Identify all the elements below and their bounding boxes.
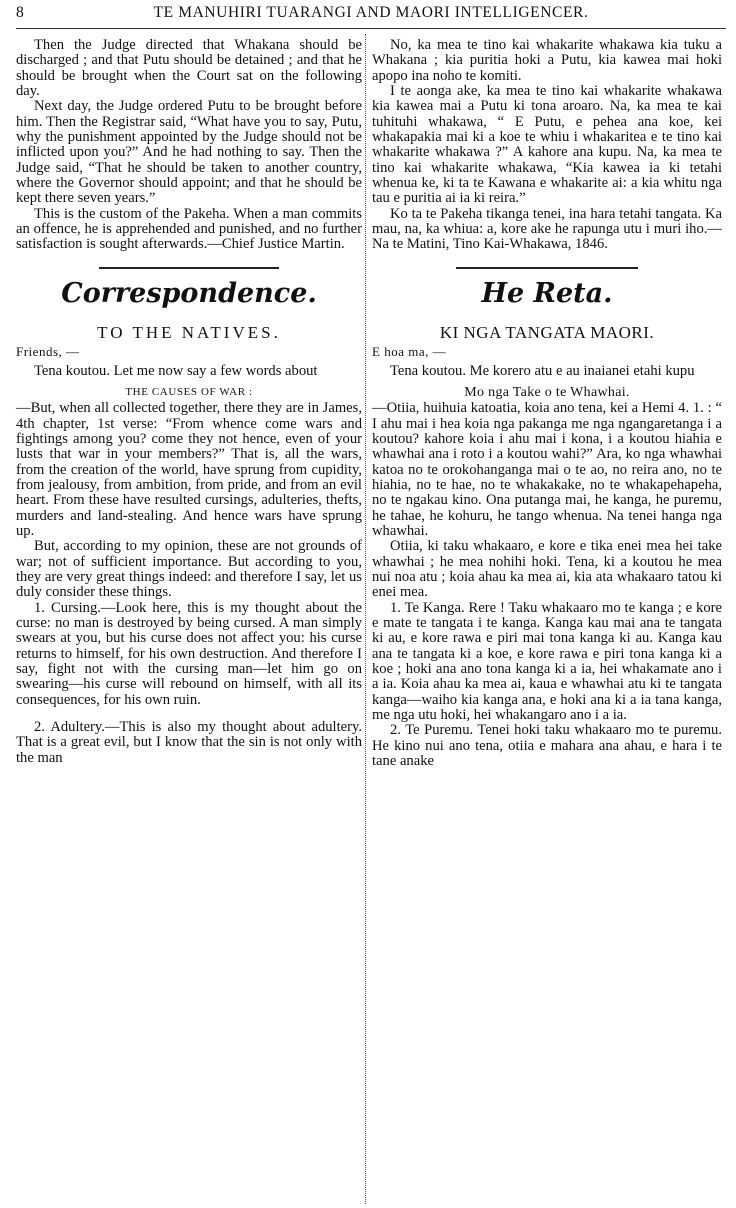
header-rule — [16, 28, 726, 29]
subheading: THE CAUSES OF WAR : — [125, 385, 253, 398]
paragraph: No, ka mea te tino kai whakarite whakawa kia tuku a Whakana ; kia puritia hoki a Putu, kia kawea mai hoki apopo ina noho te komiti. — [372, 37, 722, 84]
page-number: 8 — [16, 4, 25, 21]
maori-column — [372, 38, 722, 769]
english-column — [16, 38, 362, 766]
article-heading: KI NGA TANGATA MAORI. — [439, 322, 655, 342]
paragraph: Ko ta te Pakeha tikanga tenei, ina hara tetahi tangata. Ka mau, na, ka whiua: a, kore ake he rapunga utu i muri iho.—Na te Matini, Tino Kai-Whakawa, 1846. — [372, 205, 722, 253]
paragraph: This is the custom of the Pakeha. When a man commits an offence, he is apprehended and punished, and no further satisfaction is sought afterwards.—Chief Justice Martin. — [16, 205, 362, 253]
salutation: E hoa ma, — — [372, 344, 447, 360]
salutation: Friends, — — [16, 344, 80, 360]
paragraph: Otiia, ki taku whakaaro, e kore e tika enei mea hei take whawhai ; he mea nohihi hoki. Tena, ki a koutou he mea nui noa atu ; koia ahau ka mea ai, kia ata whakaaro tatou ki enei mea. — [372, 538, 722, 601]
paragraph: Next day, the Judge ordered Putu to be brought before him. Then the Registrar said, “What have you to say, Putu, why the punishment appointed by the Judge should not be inflicted upon you?” And he had nothing to say. Then the Judge said, “That he should be taken to another country, where the Governor should appoint; and that he should be kept there seven years.” — [16, 98, 362, 207]
paragraph: 2. Adultery.—This is also my thought about adultery. That is a great evil, but I know that the sin is not only with the man — [16, 719, 362, 766]
subheading: Mo nga Take o te Whawhai. — [464, 384, 630, 400]
paragraph: But, according to my opinion, these are not grounds of war; not of sufficient importance. But according to you, they are very great things indeed: and therefore I say, let us duly consider these things. — [16, 538, 362, 601]
paragraph: Tena koutou. Let me now say a few words about — [34, 362, 318, 379]
paragraph: Tena koutou. Me korero atu e au inaianei etahi kupu — [390, 362, 695, 379]
paragraph: 1. Cursing.—Look here, this is my thought about the curse: no man is destroyed by being cursed. A man simply swears at you, but his curse does not affect you: his curse returns to himself, for his own destruction. And therefore I say, fight not with the cursing man—let him go on swearing—his curse will rebound on himself, with all its consequences, for his own ruin. — [16, 599, 362, 708]
paragraph: 2. Te Puremu. Tenei hoki taku whakaaro mo te puremu. He kino nui ano tena, otiia e mahara ana ahau, e hara i te tane anake — [372, 722, 722, 770]
section-title: He Reta. — [481, 277, 613, 309]
paragraph: —But, when all collected together, there they are in James, 4th chapter, 1st verse: “From whence come wars and fightings among you? come they not hence, even of your lusts that war in your members?” That is, all the wars, from the creation of the world, have sprung from cupidity, from jealousy, from ambition, from pride, and from an evil heart. From these have resulted cursings, adulteries, thefts, murders and land-stealing. And hence wars have sprung up. — [16, 400, 362, 539]
newspaper-title: TE MANUHIRI TUARANGI AND MAORI INTELLIGENCER. — [153, 4, 589, 21]
page-header — [16, 4, 726, 26]
paragraph: I te aonga ake, ka mea te tino kai whakarite whakawa kia kawea mai a Putu ki tona aroaro. Na, ka mea te kai tuhituhi whakawa, “ E Putu, e pehea ana koe, kei whakapakia mai ki a koe te whiu i whakaritea e te tino kai whakarite whakawa ?” A kahore ana kupu. Na, ka mea te tino kai whakarite whakawa, “Kia kawea ia ki tetahi whenua ke, ki ta te Kawana e whakarite ai: a kia whitu nga tau e puritia ai ia ki reira.” — [372, 83, 722, 207]
section-title: Correspondence. — [61, 277, 317, 309]
column-divider — [365, 34, 366, 1204]
paragraph: —Otiia, huihuia katoatia, koia ano tena, kei a Hemi 4. 1. : “ I ahu mai i hea koia nga pakanga me nga ngangaretanga i a koutou? kahore koia i ahu mai i kona, i a koutou hiahia e whawhai ana i roto i a koutou wahi?” Ara, ko nga whawhai katoa no te orokohanganga mai o te ao, no reira ano, no te hiahia, no te hae, no te whakakake, no te whakapehapeha, no te ngakau kino. Ona putanga mai, he kanga, he puremu, he tahae, he kohuru, he tango whenua. Na tenei hanga nga whawhai. — [372, 400, 722, 539]
paragraph: 1. Te Kanga. Rere ! Taku whakaaro mo te kanga ; e kore e mate te tangata i te kanga. Kanga kau mai ana te tangata ki au, e kore rawa e piri mai tona kanga ki au. Kanga kau ana te tangata ki a koe, e kore rawa e piri tona kanga ki a koe ; hoki ana ano tona kanga ki a ia, hei whakamate ano i a ia. Koia ahau ka mea ai, kaua e whawhai atu ki te tangata kanga—waiho kia kanga ana, e hoki ana ki a ia tana kanga, me nga utu hoki, hei whakangaro ano i a ia. — [372, 599, 722, 724]
article-heading: TO THE NATIVES. — [97, 322, 281, 342]
paragraph: Then the Judge directed that Whakana should be discharged ; and that Putu should be detained ; and that he should be brought when the Court sat on the following day. — [16, 37, 362, 100]
section-rule — [456, 267, 638, 269]
section-rule — [99, 267, 279, 269]
